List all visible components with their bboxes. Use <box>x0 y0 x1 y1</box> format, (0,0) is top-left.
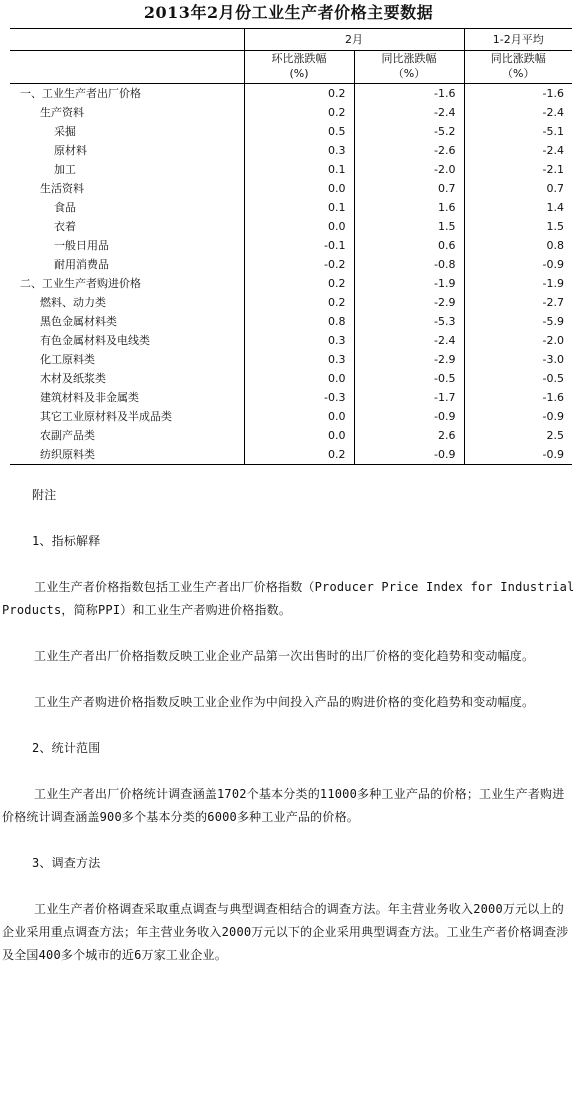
yoy-avg-value: 0.7 <box>464 179 572 198</box>
header-yoy-avg: 同比涨跌幅 <box>464 51 572 67</box>
yoy-avg-value: -1.6 <box>464 388 572 407</box>
row-label: 衣着 <box>54 220 76 233</box>
mom-value: -0.2 <box>244 255 354 274</box>
row-label: 黑色金属材料类 <box>40 315 117 328</box>
header-blank <box>10 29 244 51</box>
row-label: 农副产品类 <box>40 429 95 442</box>
mom-value: 0.1 <box>244 160 354 179</box>
table-row <box>10 331 572 350</box>
yoy-value: -1.6 <box>354 84 464 104</box>
mom-value: 0.0 <box>244 179 354 198</box>
mom-value: 0.2 <box>244 293 354 312</box>
yoy-avg-value: -2.0 <box>464 331 572 350</box>
yoy-value: -2.0 <box>354 160 464 179</box>
table-row <box>10 293 572 312</box>
yoy-value: -2.6 <box>354 141 464 160</box>
table-row <box>10 122 572 141</box>
yoy-avg-value: -1.6 <box>464 84 572 104</box>
row-label: 生活资料 <box>40 182 84 195</box>
header-mom-unit: (%) <box>244 66 354 84</box>
yoy-value: 1.5 <box>354 217 464 236</box>
mom-value: 0.2 <box>244 274 354 293</box>
row-label: 一般日用品 <box>54 239 109 252</box>
row-label: 一、工业生产者出厂价格 <box>20 87 141 100</box>
yoy-avg-value: -0.9 <box>464 255 572 274</box>
mom-value: 0.8 <box>244 312 354 331</box>
row-label: 建筑材料及非金属类 <box>40 391 139 404</box>
yoy-avg-value: -2.4 <box>464 103 572 122</box>
table-row <box>10 84 572 104</box>
yoy-value: -2.4 <box>354 103 464 122</box>
yoy-value: 1.6 <box>354 198 464 217</box>
yoy-value: 2.6 <box>354 426 464 445</box>
yoy-avg-value: -0.5 <box>464 369 572 388</box>
mom-value: 0.0 <box>244 369 354 388</box>
yoy-avg-value: -5.1 <box>464 122 572 141</box>
yoy-value: -2.9 <box>354 293 464 312</box>
header-yoy-unit: （%） <box>354 66 464 84</box>
row-label: 食品 <box>54 201 76 214</box>
yoy-value: -5.2 <box>354 122 464 141</box>
row-label: 其它工业原材料及半成品类 <box>40 410 172 423</box>
row-label: 燃料、动力类 <box>40 296 106 309</box>
price-data-table <box>10 28 572 465</box>
table-row <box>10 369 572 388</box>
yoy-value: -1.9 <box>354 274 464 293</box>
mom-value: 0.3 <box>244 141 354 160</box>
yoy-avg-value: 2.5 <box>464 426 572 445</box>
row-label: 有色金属材料及电线类 <box>40 334 150 347</box>
table-row <box>10 217 572 236</box>
yoy-value: -1.7 <box>354 388 464 407</box>
mom-value: 0.3 <box>244 350 354 369</box>
table-row <box>10 255 572 274</box>
yoy-value: 0.6 <box>354 236 464 255</box>
row-label: 二、工业生产者购进价格 <box>20 277 141 290</box>
section-3-title: 3、调查方法 <box>32 856 101 870</box>
table-row <box>10 103 572 122</box>
yoy-avg-value: 1.5 <box>464 217 572 236</box>
row-label: 纺织原料类 <box>10 445 244 465</box>
table-row <box>10 388 572 407</box>
section-2-paragraph-1: 工业生产者出厂价格统计调查涵盖1702个基本分类的11000多种工业产品的价格；工业生产者购进价格统计调查涵盖900多个基本分类的6000多种工业产品的价格。 <box>2 787 565 824</box>
header-mom: 环比涨跌幅 <box>244 51 354 67</box>
mom-value: 0.1 <box>244 198 354 217</box>
notes-heading: 附注 <box>32 488 57 502</box>
table-row <box>10 312 572 331</box>
mom-value: 0.2 <box>244 103 354 122</box>
table-row <box>10 141 572 160</box>
row-label: 耐用消费品 <box>54 258 109 271</box>
table-row <box>10 407 572 426</box>
section-1-title: 1、指标解释 <box>32 534 101 548</box>
header-group-avg: 1-2月平均 <box>464 29 572 51</box>
table-row <box>10 198 572 217</box>
yoy-avg-value: 1.4 <box>464 198 572 217</box>
yoy-value: -0.8 <box>354 255 464 274</box>
header-group-feb: 2月 <box>244 29 464 51</box>
notes-section <box>2 484 575 967</box>
header-yoy: 同比涨跌幅 <box>354 51 464 67</box>
mom-value: -0.3 <box>244 388 354 407</box>
yoy-avg-value: -1.9 <box>464 274 572 293</box>
yoy-value: -0.9 <box>354 445 464 465</box>
row-label: 采掘 <box>54 125 76 138</box>
mom-value: 0.2 <box>244 84 354 104</box>
mom-value: 0.3 <box>244 331 354 350</box>
yoy-avg-value: -2.7 <box>464 293 572 312</box>
yoy-avg-value: -2.4 <box>464 141 572 160</box>
table-row <box>10 236 572 255</box>
mom-value: 0.0 <box>244 407 354 426</box>
row-label: 生产资料 <box>40 106 84 119</box>
mom-value: -0.1 <box>244 236 354 255</box>
yoy-avg-value: 0.8 <box>464 236 572 255</box>
yoy-value: -2.4 <box>354 331 464 350</box>
mom-value: 0.2 <box>244 445 354 465</box>
page-title: 2013年2月份工业生产者价格主要数据 <box>143 3 434 22</box>
section-2-title: 2、统计范围 <box>32 741 101 755</box>
yoy-avg-value: -0.9 <box>464 407 572 426</box>
yoy-value: 0.7 <box>354 179 464 198</box>
row-label: 木材及纸浆类 <box>40 372 106 385</box>
table-row <box>10 274 572 293</box>
table-row <box>10 350 572 369</box>
yoy-avg-value: -5.9 <box>464 312 572 331</box>
table-row <box>10 160 572 179</box>
yoy-value: -5.3 <box>354 312 464 331</box>
section-1-paragraph-1: 工业生产者价格指数包括工业生产者出厂价格指数（Producer Price Index for Industrial Products，简称PPI）和工业生产者购进价格指数。 <box>2 580 575 617</box>
mom-value: 0.0 <box>244 426 354 445</box>
yoy-avg-value: -0.9 <box>464 445 572 465</box>
yoy-value: -2.9 <box>354 350 464 369</box>
yoy-avg-value: -3.0 <box>464 350 572 369</box>
section-1-paragraph-2: 工业生产者出厂价格指数反映工业企业产品第一次出售时的出厂价格的变化趋势和变动幅度。 <box>34 649 535 663</box>
section-1-paragraph-3: 工业生产者购进价格指数反映工业企业作为中间投入产品的购进价格的变化趋势和变动幅度。 <box>34 695 535 709</box>
row-label: 化工原料类 <box>40 353 95 366</box>
mom-value: 0.5 <box>244 122 354 141</box>
table-row <box>10 426 572 445</box>
row-label: 加工 <box>54 163 76 176</box>
yoy-value: -0.9 <box>354 407 464 426</box>
header-yoy-avg-unit: （%） <box>464 66 572 84</box>
yoy-avg-value: -2.1 <box>464 160 572 179</box>
yoy-value: -0.5 <box>354 369 464 388</box>
row-label: 原材料 <box>54 144 87 157</box>
section-3-paragraph-1: 工业生产者价格调查采取重点调查与典型调查相结合的调查方法。年主营业务收入2000万元以上的企业采用重点调查方法；年主营业务收入2000万元以下的企业采用典型调查方法。工业生产者价格调查涉及全国400多个城市的近6万家工业企业。 <box>2 902 569 962</box>
table-row <box>10 179 572 198</box>
mom-value: 0.0 <box>244 217 354 236</box>
table-row <box>10 445 572 465</box>
